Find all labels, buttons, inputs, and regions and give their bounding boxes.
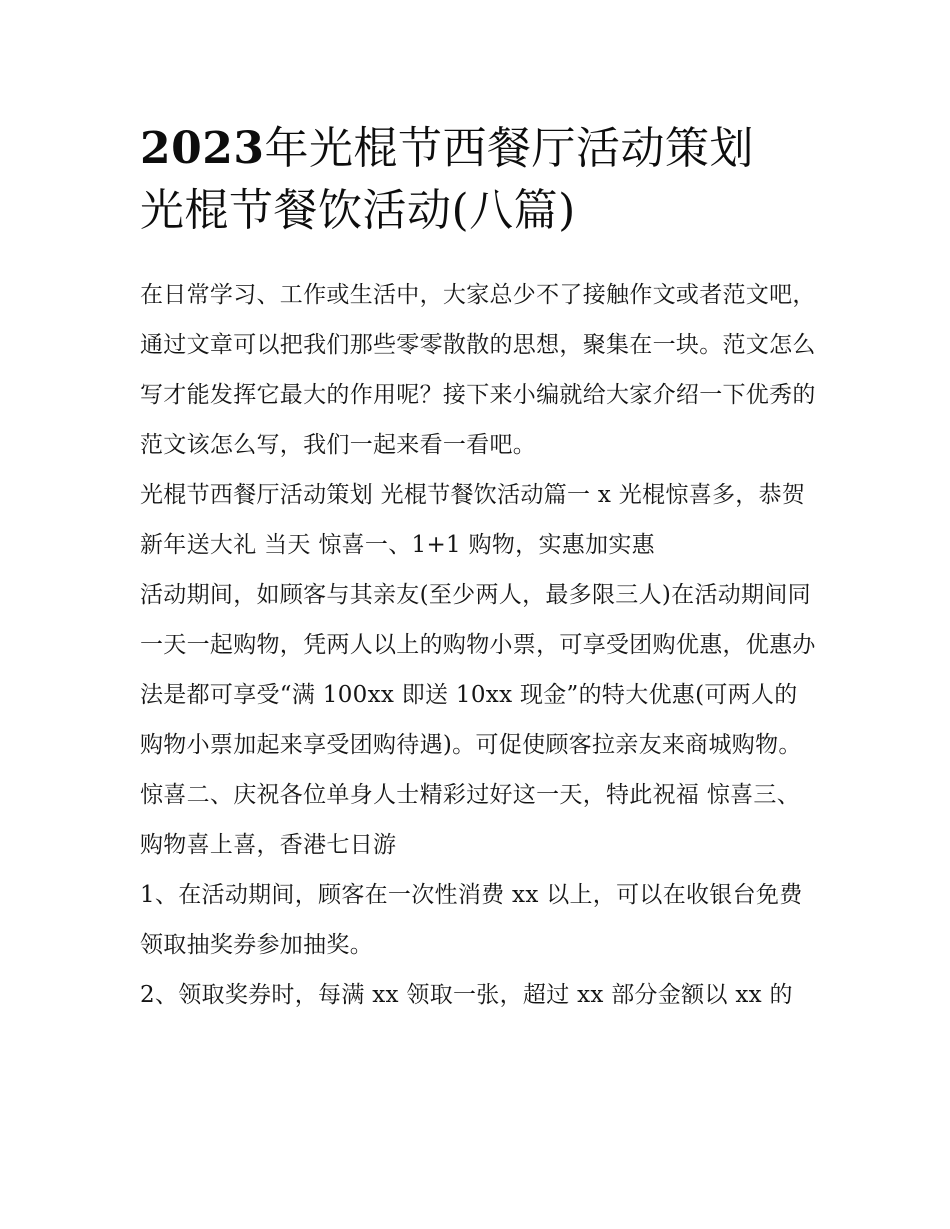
paragraph-surprise-two-three: 惊喜二、庆祝各位单身人士精彩过好这一天，特此祝福 惊喜三、购物喜上喜，香港七日游 [140,782,801,858]
paragraph-item-2: 2、领取奖券时，每满 xx 领取一张，超过 xx 部分金额以 xx 的 [140,982,793,1008]
document-body [140,270,820,1020]
paragraph-intro: 在日常学习、工作或生活中，大家总少不了接触作文或者范文吧，通过文章可以把我们那些零零散散的思想，聚集在一块。范文怎么写才能发挥它最大的作用呢？接下来小编就给大家介绍一下优秀的范文该怎么写，我们一起来看一看吧。 [140,282,816,458]
title-line-1 [140,118,820,180]
document-title [140,118,820,242]
paragraph-item-1: 1、在活动期间，顾客在一次性消费 xx 以上，可以在收银台免费领取抽奖券参加抽奖。 [140,882,803,958]
document-content [140,118,820,1020]
paragraph-surprise-one: 光棍节西餐厅活动策划 光棍节餐饮活动篇一 x 光棍惊喜多，恭贺新年送大礼 当天 惊喜一、1+1 购物，实惠加实惠 [140,482,806,558]
paragraph-activity-period: 活动期间，如顾客与其亲友(至少两人，最多限三人)在活动期间同一天一起购物，凭两人以上的购物小票，可享受团购优惠，优惠办法是都可享受“满 100xx 即送 10xx 现金”的特大优惠(可两人的购物小票加起来享受团购待遇)。可促使顾客拉亲友来商城购物。 [140,582,816,758]
title-line-2: 光棍节餐饮活动(八篇) [140,185,576,236]
title-line-1-text: 年光棍节西餐厅活动策划 [264,123,754,174]
title-year: 2023 [140,123,265,174]
